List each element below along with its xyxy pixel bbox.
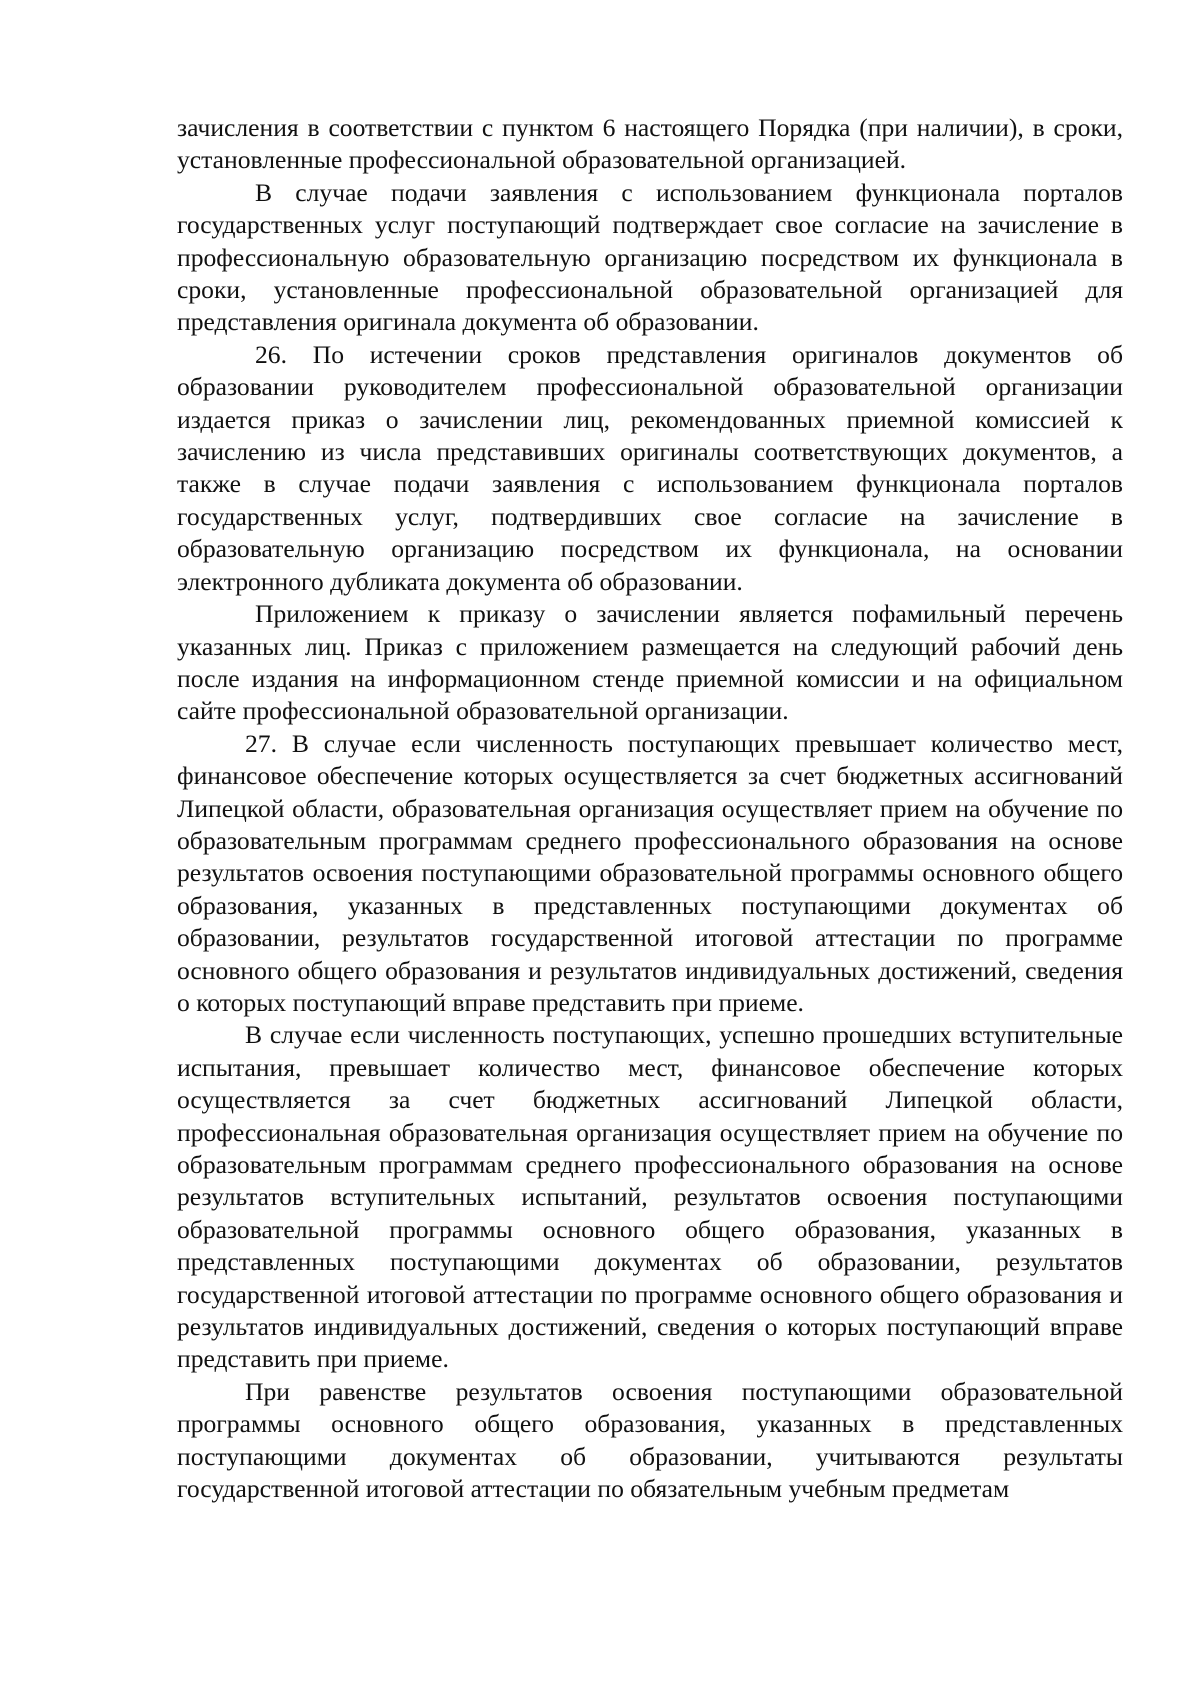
paragraph-equal-results: При равенстве результатов освоения поступающими образовательной программы основного общего образования, указанных в представленных поступающими документах об образовании, учитываются результаты государственной итоговой аттестации по обязательным учебным предметам [177,1376,1123,1504]
paragraph-item-26: 26. По истечении сроков представления оригиналов документов об образовании руководителем профессиональной образовательной организации издается приказ о зачислении лиц, рекомендованных приемной комиссией к зачислению из числа представивших оригиналы соответствующих документов, а также в случае подачи заявления с использованием функционала порталов государственных услуг, подтвердивших свое согласие на зачисление в образовательную организацию посредством их функционала, на основании электронного дубликата документа об образовании. [177,339,1123,596]
document-body [177,112,1123,1505]
paragraph-continuation: зачисления в соответствии с пунктом 6 настоящего Порядка (при наличии), в сроки, установленные профессиональной образовательной организацией. [177,113,1123,175]
paragraph-entrance-exams: В случае если численность поступающих, успешно прошедших вступительные испытания, превышает количество мест, финансовое обеспечение которых осуществляется за счет бюджетных ассигнований Липецкой области, профессиональная образовательная организация осуществляет прием на обучение по образовательным программам среднего профессионального образования на основе результатов вступительных испытаний, результатов освоения поступающими образовательной программы основного общего образования, указанных в представленных поступающими документах об образовании, результатов государственной итоговой аттестации по программе основного общего образования и результатов индивидуальных достижений, сведения о которых поступающий вправе представить при приеме. [177,1020,1123,1374]
paragraph-portal-consent: В случае подачи заявления с использованием функционала порталов государственных услуг поступающий подтверждает свое согласие на зачисление в профессиональную образовательную организацию посредством их функционала в сроки, установленные профессиональной образовательной организацией для представления оригинала документа об образовании. [177,177,1123,337]
paragraph-item-27: 27. В случае если численность поступающих превышает количество мест, финансовое обеспечение которых осуществляется за счет бюджетных ассигнований Липецкой области, образовательная организация осуществляет прием на обучение по образовательным программам среднего профессионального образования на основе результатов освоения поступающими образовательной программы основного общего образования, указанных в представленных поступающими документах об образовании, результатов государственной итоговой аттестации по программе основного общего образования и результатов индивидуальных достижений, сведения о которых поступающий вправе представить при приеме. [177,728,1123,1017]
paragraph-order-appendix: Приложением к приказу о зачислении является пофамильный перечень указанных лиц. Приказ с приложением размещается на следующий рабочий день после издания на информационном стенде приемной комиссии и на официальном сайте профессиональной образовательной организации. [177,599,1123,726]
